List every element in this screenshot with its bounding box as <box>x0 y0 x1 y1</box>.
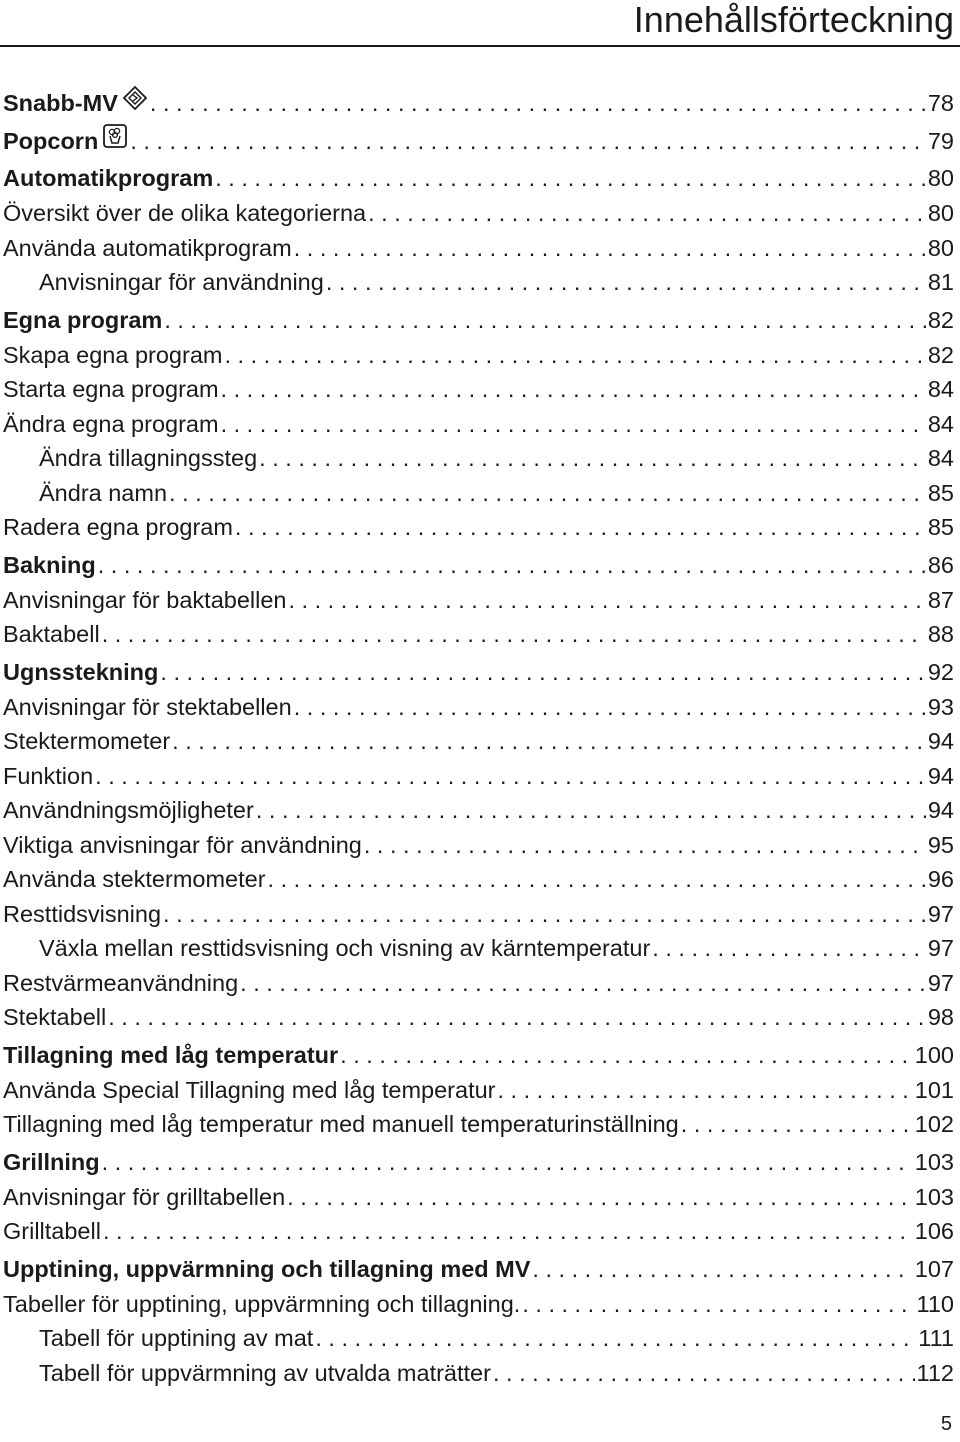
toc-entry-page: 98 <box>927 1004 954 1030</box>
toc-entry-page: 102 <box>914 1111 954 1137</box>
toc-entry-page: 94 <box>927 797 954 823</box>
toc-entry-page: 84 <box>927 445 954 471</box>
toc-entry <box>3 1214 954 1249</box>
toc-entry-title: Ugnsstekning <box>3 658 159 685</box>
toc-entry <box>3 1287 954 1322</box>
toc-entry-label <box>3 862 266 897</box>
dot-leader <box>288 583 925 618</box>
quick-mw-icon <box>122 85 148 120</box>
dot-leader <box>221 372 926 407</box>
dot-leader <box>522 1287 914 1322</box>
toc-entry <box>3 407 954 442</box>
dot-leader <box>108 1000 926 1035</box>
toc-entry-page: 97 <box>927 935 954 961</box>
toc-entry-label <box>3 617 100 652</box>
dot-leader <box>103 1214 913 1249</box>
toc-entry-label <box>3 407 219 442</box>
dot-leader <box>164 303 926 338</box>
toc-entry-page: 112 <box>916 1359 954 1386</box>
toc-entry-label <box>3 1107 679 1142</box>
toc-entry <box>3 1000 954 1035</box>
dot-leader <box>368 196 926 231</box>
toc-entry-label <box>3 231 292 266</box>
toc-entry-label <box>3 85 148 120</box>
toc-entry-title: Popcorn <box>3 127 99 154</box>
toc-entry-title: Ändra egna program <box>3 410 219 437</box>
toc-entry-page: 93 <box>927 693 954 720</box>
dot-leader <box>215 161 926 196</box>
toc-entry-title: Upptining, uppvärmning och tillagning med MV <box>3 1255 531 1282</box>
dot-leader <box>532 1252 912 1287</box>
dot-leader <box>340 1038 913 1073</box>
dot-leader <box>102 1145 913 1180</box>
toc-entry-page: 111 <box>918 1325 954 1351</box>
toc-entry-page: 84 <box>927 376 954 402</box>
toc-entry-label <box>3 303 162 338</box>
toc-entry-page: 85 <box>927 514 954 540</box>
toc-entry-title: Bakning <box>3 551 96 578</box>
toc-entry <box>3 617 954 652</box>
dot-leader <box>287 1180 913 1215</box>
toc-entry-page: 78 <box>927 89 954 116</box>
toc-entry-title: Tabeller för upptining, uppvärmning och tillagning. <box>3 1290 521 1317</box>
toc-entry-page: 103 <box>914 1183 954 1210</box>
dot-leader <box>172 724 926 759</box>
toc-entry-label <box>3 1000 106 1035</box>
toc-entry <box>3 123 954 158</box>
toc-entry-label <box>3 1252 530 1287</box>
toc-entry <box>3 1180 954 1215</box>
toc-entry-page: 101 <box>914 1076 954 1103</box>
toc-entry-page: 95 <box>927 831 954 858</box>
toc-entry-label <box>3 828 362 863</box>
toc-entry-label <box>3 265 324 300</box>
dot-leader <box>98 548 926 583</box>
toc-entry-label <box>3 1321 313 1356</box>
toc-entry-title: Baktabell <box>3 621 100 647</box>
toc-entry-title: Ändra namn <box>39 479 168 506</box>
dot-leader <box>224 338 925 373</box>
toc-entry-title: Tillagning med låg temperatur <box>3 1041 339 1068</box>
toc-entry <box>3 303 954 338</box>
toc-entry-title: Automatikprogram <box>3 165 214 191</box>
toc-entry-label <box>3 1038 338 1073</box>
dot-leader <box>130 124 926 159</box>
toc-entry-page: 85 <box>927 479 954 506</box>
toc-entry-label <box>3 583 286 618</box>
toc-entry-label <box>3 196 366 231</box>
toc-entry-page: 80 <box>927 200 954 226</box>
toc-entry-page: 94 <box>927 762 954 789</box>
toc-entry <box>3 338 954 373</box>
toc-entry-title: Använda automatikprogram <box>3 234 292 261</box>
toc-entry-title: Viktiga anvisningar för användning <box>3 831 362 858</box>
toc-entry <box>3 966 954 1001</box>
toc-entry <box>3 724 954 759</box>
toc-entry-title: Anvisningar för stektabellen <box>3 693 292 720</box>
dot-leader <box>256 793 926 828</box>
dot-leader <box>294 690 926 725</box>
toc-entry <box>3 548 954 583</box>
toc-entry-page: 100 <box>914 1041 954 1068</box>
dot-leader <box>169 476 926 511</box>
toc-entry-page: 110 <box>916 1290 954 1317</box>
toc-entry <box>3 510 954 545</box>
dot-leader <box>315 1321 916 1356</box>
toc-entry-page: 96 <box>927 866 954 892</box>
toc-entry-label <box>3 1214 101 1249</box>
toc-entry-label <box>3 372 219 407</box>
toc-entry-title: Anvisningar för användning <box>39 269 324 295</box>
toc-entry <box>3 1038 954 1073</box>
toc-entry-page: 103 <box>914 1148 954 1175</box>
toc-entry-title: Egna program <box>3 306 163 333</box>
toc-entry-title: Stektabell <box>3 1004 107 1030</box>
dot-leader <box>498 1073 913 1108</box>
dot-leader <box>681 1107 913 1142</box>
toc-entry-title: Växla mellan resttidsvisning och visning av kärntemperatur <box>39 935 651 961</box>
toc-entry-title: Tabell för upptining av mat <box>39 1325 314 1351</box>
toc-entry <box>3 441 954 476</box>
dot-leader <box>294 231 926 266</box>
toc-entry-label <box>3 897 161 932</box>
toc-entry-title: Använda stektermometer <box>3 866 266 892</box>
toc-entry-page: 84 <box>927 410 954 437</box>
toc-entry-page: 79 <box>927 127 954 154</box>
dot-leader <box>150 86 926 121</box>
toc-entry-title: Funktion <box>3 762 94 789</box>
toc-entry-title: Radera egna program <box>3 514 233 540</box>
toc-entry-label <box>3 724 170 759</box>
toc-entry-title: Använda Special Tillagning med låg temperatur <box>3 1076 496 1103</box>
toc-entry-page: 82 <box>927 341 954 368</box>
toc-entry-page: 88 <box>927 621 954 647</box>
toc-entry-label <box>3 966 238 1001</box>
page-title: Innehållsförteckning <box>633 0 954 40</box>
toc-entry <box>3 476 954 511</box>
dot-leader <box>326 265 926 300</box>
toc-entry-page: 97 <box>927 969 954 996</box>
dot-leader <box>95 759 926 794</box>
toc-entry-page: 106 <box>914 1218 954 1244</box>
dot-leader <box>268 862 926 897</box>
toc-entry-label <box>3 655 158 690</box>
toc-entry <box>3 85 954 120</box>
toc-entry-title: Översikt över de olika kategorierna <box>3 200 367 226</box>
toc-entry-title: Skapa egna program <box>3 341 223 368</box>
toc-entry <box>3 828 954 863</box>
dot-leader <box>652 931 926 966</box>
dot-leader <box>221 407 926 442</box>
toc-entry <box>3 1252 954 1287</box>
dot-leader <box>163 897 926 932</box>
toc-entry-label <box>3 759 93 794</box>
toc-entry <box>3 1356 954 1391</box>
toc-entry-label <box>3 1287 520 1322</box>
toc-entry <box>3 1145 954 1180</box>
toc-entry-title: Grillning <box>3 1148 100 1175</box>
toc-entry-label <box>3 1356 491 1391</box>
toc-entry-page: 92 <box>927 658 954 685</box>
toc-entry <box>3 196 954 231</box>
toc-entry-title: Tabell för uppvärmning av utvalda maträtter <box>39 1359 491 1386</box>
dot-leader <box>364 828 926 863</box>
dot-leader <box>493 1356 915 1391</box>
toc-entry-title: Grilltabell <box>3 1218 101 1244</box>
toc-entry-title: Resttidsvisning <box>3 900 162 927</box>
toc-entry <box>3 372 954 407</box>
toc-entry-page: 94 <box>927 728 954 754</box>
toc-entry-title: Ändra tillagningssteg <box>39 445 258 471</box>
toc-entry-label <box>3 548 96 583</box>
toc-entry-page: 87 <box>927 586 954 613</box>
toc-entry-title: Anvisningar för baktabellen <box>3 586 287 613</box>
toc-entry-title: Användningsmöjligheter <box>3 797 254 823</box>
toc-entry-page: 80 <box>927 165 954 191</box>
table-of-contents <box>3 82 954 1390</box>
toc-entry <box>3 161 954 196</box>
toc-entry <box>3 793 954 828</box>
toc-entry-title: Snabb-MV <box>3 89 118 116</box>
dot-leader <box>259 441 926 476</box>
toc-entry-label <box>3 510 233 545</box>
toc-entry <box>3 862 954 897</box>
toc-entry <box>3 897 954 932</box>
toc-entry <box>3 690 954 725</box>
toc-entry-label <box>3 441 257 476</box>
toc-entry-label <box>3 338 222 373</box>
toc-entry-title: Anvisningar för grilltabellen <box>3 1183 286 1210</box>
toc-entry-page: 82 <box>927 306 954 333</box>
toc-entry-label <box>3 1145 100 1180</box>
dot-leader <box>102 617 926 652</box>
toc-entry <box>3 583 954 618</box>
header-rule <box>0 45 960 47</box>
toc-entry-label <box>3 690 292 725</box>
dot-leader <box>235 510 926 545</box>
toc-entry-label <box>3 476 167 511</box>
toc-entry <box>3 931 954 966</box>
toc-entry <box>3 1073 954 1108</box>
toc-entry-label <box>3 123 128 158</box>
dot-leader <box>240 966 926 1001</box>
toc-entry-page: 97 <box>927 900 954 927</box>
toc-entry-page: 107 <box>914 1255 954 1282</box>
toc-entry <box>3 1321 954 1356</box>
toc-entry-label <box>3 1073 496 1108</box>
toc-entry-page: 80 <box>927 234 954 261</box>
toc-entry <box>3 759 954 794</box>
toc-entry-title: Starta egna program <box>3 376 219 402</box>
toc-entry <box>3 655 954 690</box>
toc-entry <box>3 265 954 300</box>
toc-entry-label <box>3 931 650 966</box>
popcorn-icon <box>102 123 128 158</box>
toc-entry-page: 86 <box>927 551 954 578</box>
page-number: 5 <box>940 1413 952 1435</box>
toc-entry-label <box>3 1180 285 1215</box>
toc-entry-title: Tillagning med låg temperatur med manuell temperaturinställning <box>3 1111 679 1137</box>
toc-entry-title: Restvärmeanvändning <box>3 969 239 996</box>
toc-entry-label <box>3 161 213 196</box>
dot-leader <box>160 655 925 690</box>
toc-entry-label <box>3 793 254 828</box>
toc-entry <box>3 1107 954 1142</box>
toc-entry-title: Stektermometer <box>3 728 171 754</box>
toc-entry <box>3 231 954 266</box>
toc-entry-page: 81 <box>927 269 954 295</box>
